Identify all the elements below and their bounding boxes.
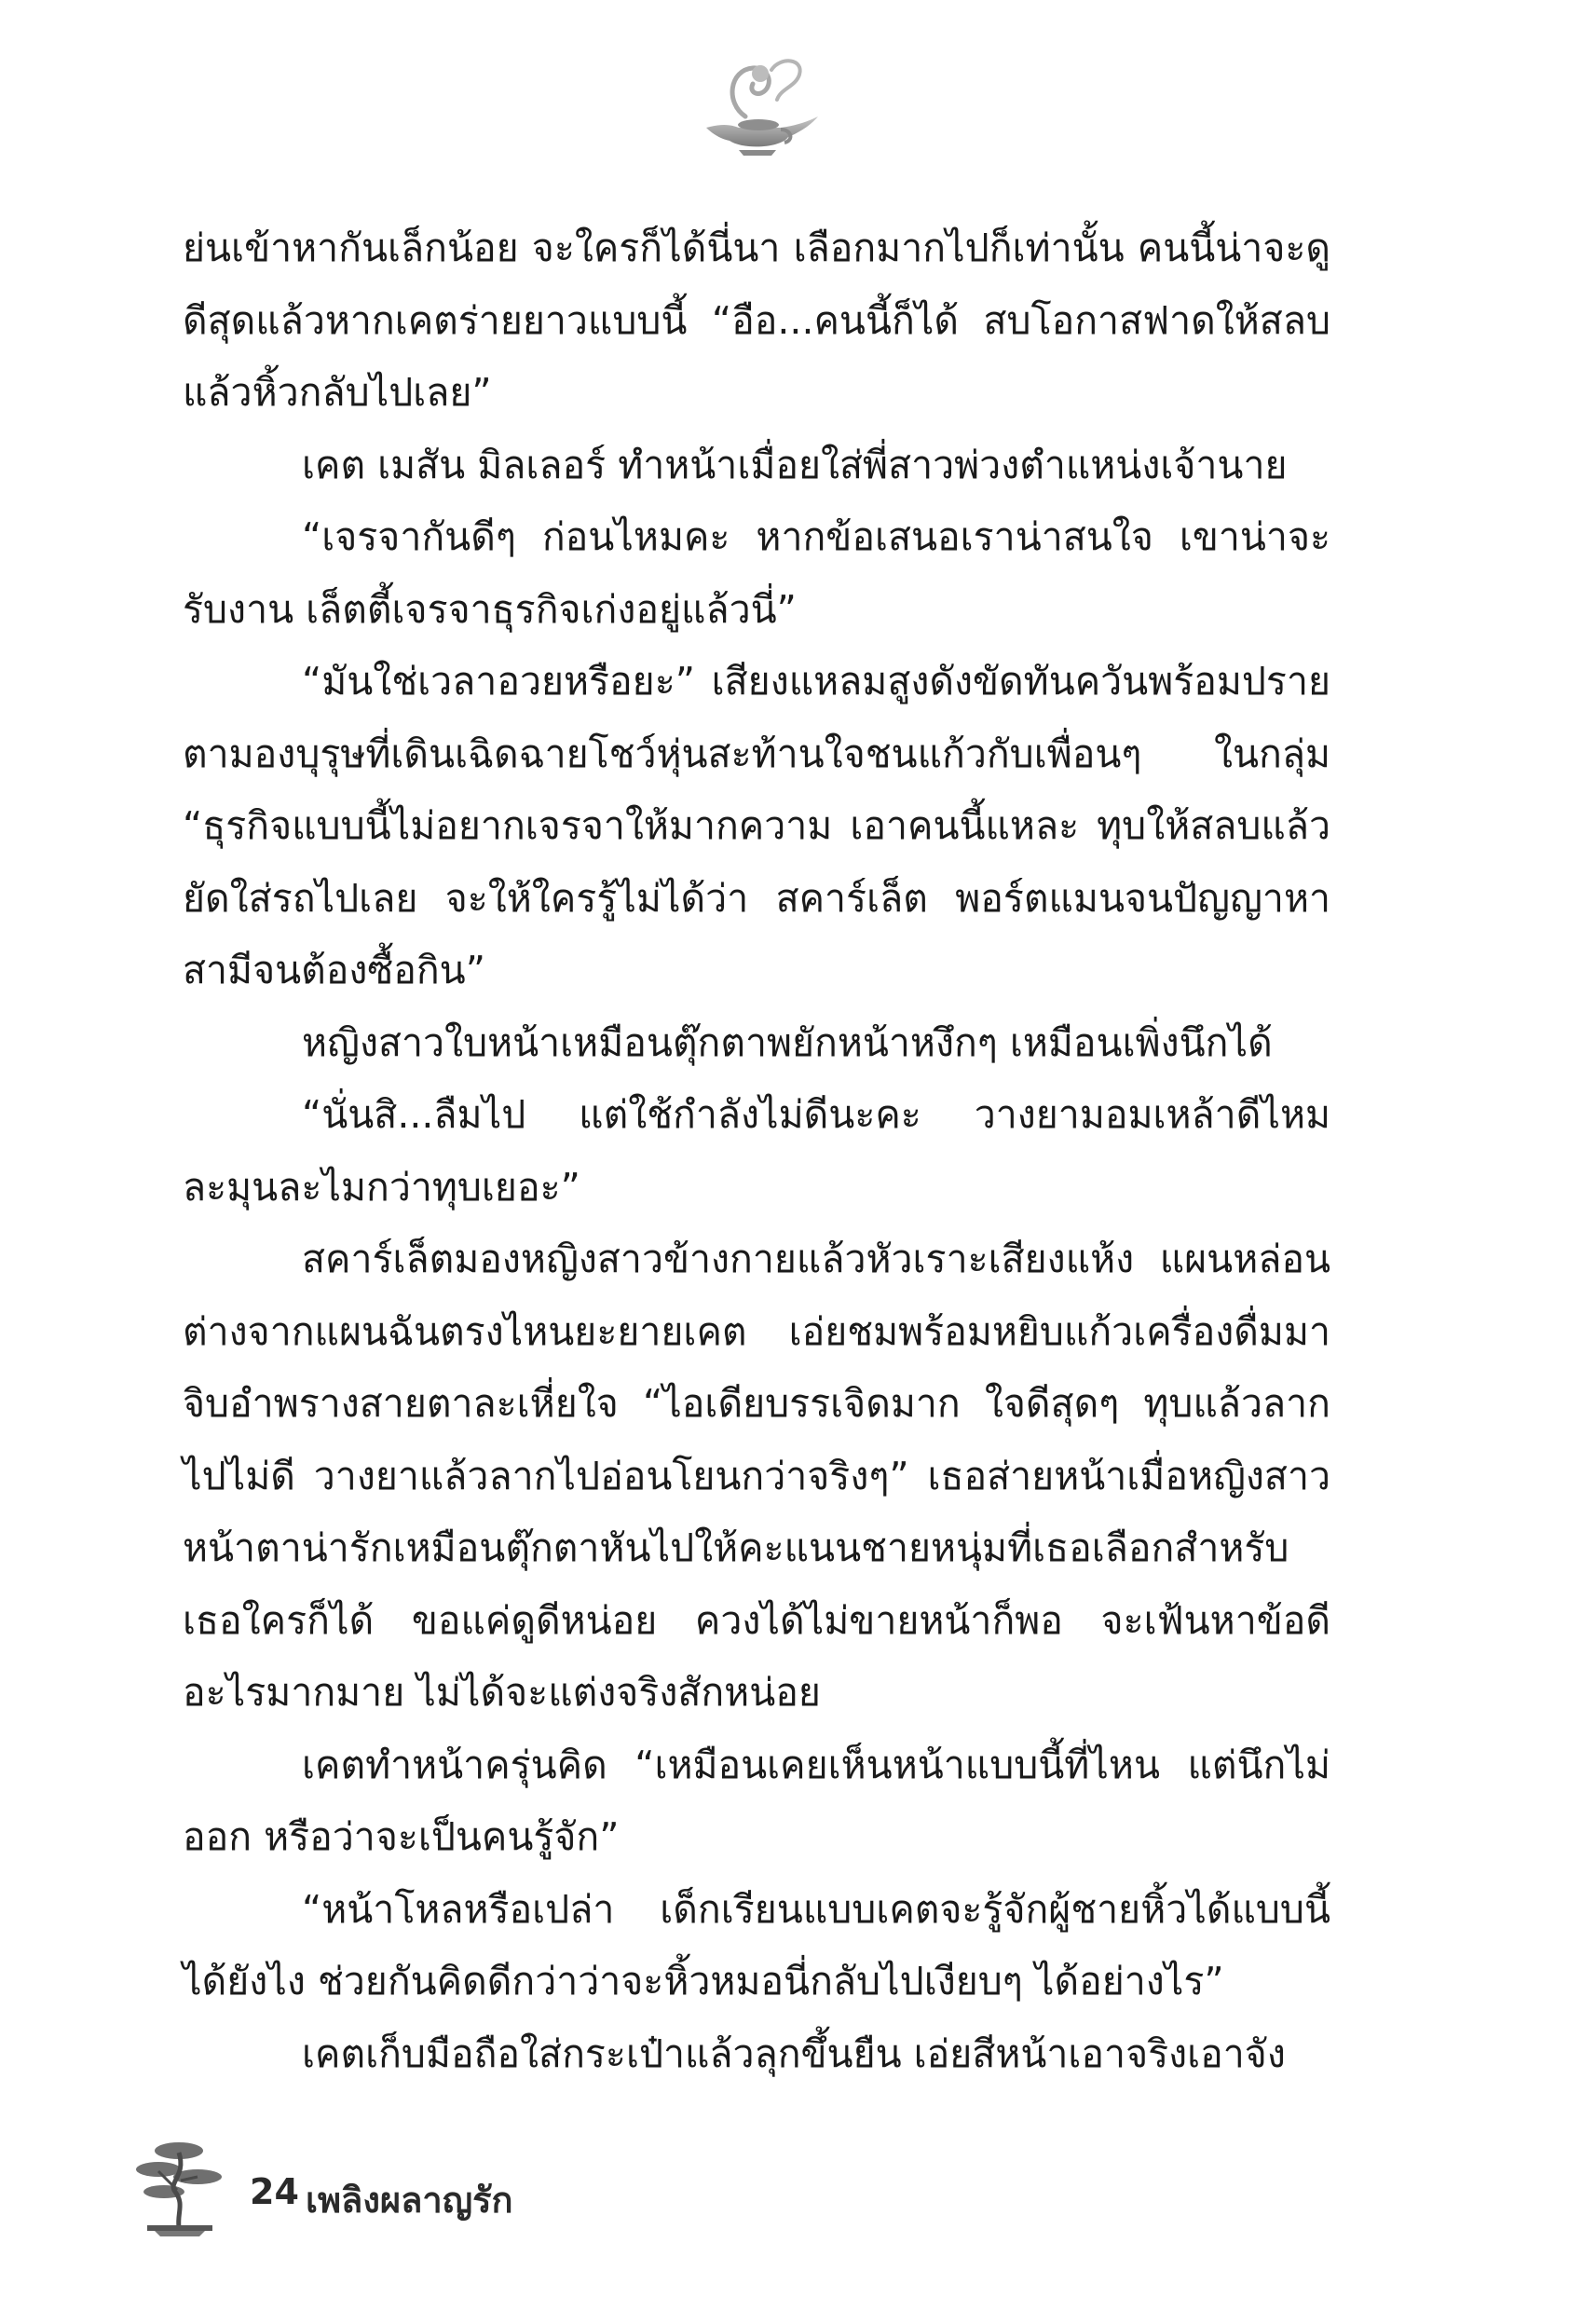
bonsai-tree-icon bbox=[130, 2134, 228, 2236]
paragraph-10: เคตเก็บมือถือใส่กระเป๋าแล้วลุกขึ้นยืน เอ่ยสีหน้าเอาจริงเอาจัง bbox=[302, 2031, 1286, 2076]
paragraph-2: เคต เมสัน มิลเลอร์ ทำหน้าเมื่อยใส่พี่สาวพ่วงตำแหน่งเจ้านาย bbox=[302, 442, 1288, 487]
paragraph-7: สคาร์เล็ตมองหญิงสาวข้างกายแล้วหัวเราะเสียงแห้ง แผนหล่อนต่างจากแผนฉันตรงไหนยะยายเคต เอ่ยชมพร้อมหยิบแก้วเครื่องดื่มมาจิบอำพรางสายตาละเหี่ยใจ “ไอเดียบรรเจิดมาก ใจดีสุดๆ ทุบแล้วลากไปไม่ดี วางยาแล้วลากไปอ่อนโยนกว่าจริงๆ” เธอส่ายหน้าเมื่อหญิงสาวหน้าตาน่ารักเหมือนตุ๊กตาหันไปให้คะแนนชายหนุ่มที่เธอเลือกสำหรับเธอใครก็ได้ ขอแค่ดูดีหน่อย ควงได้ไม่ขายหน้าก็พอ จะเฟ้นหาข้อดีอะไรมากมาย ไม่ได้จะแต่งจริงสักหน่อย bbox=[183, 1237, 1330, 1715]
page-number: 24 bbox=[250, 2171, 299, 2212]
paragraph-6: “นั่นสิ...ลืมไป แต่ใช้กำลังไม่ดีนะคะ วางยามอมเหล้าดีไหมละมุนละไมกว่าทุบเยอะ” bbox=[183, 1092, 1330, 1210]
body-text bbox=[183, 212, 1330, 2090]
book-title: เพลิงผลาญรัก bbox=[306, 2180, 513, 2221]
genie-lamp-icon bbox=[688, 51, 827, 163]
paragraph-5: หญิงสาวใบหน้าเหมือนตุ๊กตาพยักหน้าหงึกๆ เหมือนเพิ่งนึกได้ bbox=[302, 1019, 1273, 1065]
page-footer bbox=[130, 2134, 783, 2246]
paragraph-4: “มันใช่เวลาอวยหรือยะ” เสียงแหลมสูงดังขัดทันควันพร้อมปรายตามองบุรุษที่เดินเฉิดฉายโชว์หุ่นสะท้านใจชนแก้วกับเพื่อนๆ ในกลุ่ม “ธุรกิจแบบนี้ไม่อยากเจรจาให้มากความ เอาคนนี้แหละ ทุบให้สลบแล้วยัดใส่รถไปเลย จะให้ใครรู้ไม่ได้ว่า สคาร์เล็ต พอร์ตแมนจนปัญญาหาสามีจนต้องซื้อกิน” bbox=[183, 659, 1330, 992]
paragraph-9: “หน้าโหลหรือเปล่า เด็กเรียนแบบเคตจะรู้จักผู้ชายหิ้วได้แบบนี้ได้ยังไง ช่วยกันคิดดีกว่าว่าจะหิ้วหมอนี่กลับไปเงียบๆ ได้อย่างไร” bbox=[183, 1886, 1330, 2003]
paragraph-3: “เจรจากันดีๆ ก่อนไหมคะ หากข้อเสนอเราน่าสนใจ เขาน่าจะรับงาน เล็ตตี้เจรจาธุรกิจเก่งอยู่แล้วนี่” bbox=[183, 514, 1330, 632]
paragraph-1: ย่นเข้าหากันเล็กน้อย จะใครก็ได้นี่นา เลือกมากไปก็เท่านั้น คนนี้น่าจะดูดีสุดแล้วหากเคตร่ายยาวแบบนี้ “อือ...คนนี้ก็ได้ สบโอกาสฟาดให้สลบแล้วหิ้วกลับไปเลย” bbox=[183, 226, 1330, 415]
paragraph-8: เคตทำหน้าครุ่นคิด “เหมือนเคยเห็นหน้าแบบนี้ที่ไหน แต่นึกไม่ออก หรือว่าจะเป็นคนรู้จัก” bbox=[183, 1742, 1330, 1859]
